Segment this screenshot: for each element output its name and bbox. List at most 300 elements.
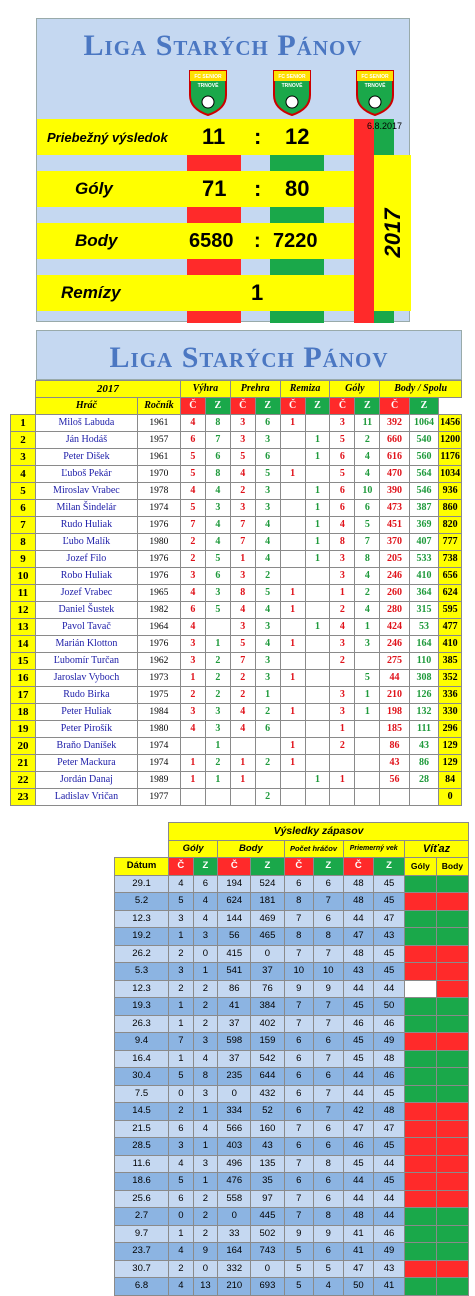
winner-goals-cell	[404, 1015, 436, 1033]
match-cell: 2	[193, 1015, 218, 1033]
table-row	[115, 945, 469, 963]
players-table	[10, 380, 462, 806]
stat-cell: 275	[380, 653, 409, 670]
stat-cell: 43	[409, 738, 438, 755]
row-sep: :	[254, 176, 262, 201]
table-row	[11, 432, 462, 449]
winner-goals-cell	[404, 1208, 436, 1226]
stat-cell: 1	[255, 687, 280, 704]
match-date: 11.6	[115, 1155, 169, 1173]
row-label: Góly	[75, 179, 113, 198]
match-cell: 7	[314, 998, 343, 1016]
player-name: Peter Huliak	[35, 704, 137, 721]
stat-cell: 407	[409, 534, 438, 551]
match-cell: 44	[374, 1208, 405, 1226]
match-cell: 9	[193, 1243, 218, 1261]
stat-cell: 2	[255, 704, 280, 721]
stat-cell: 364	[409, 585, 438, 602]
table-row	[115, 1015, 469, 1033]
total-points: 936	[439, 483, 462, 500]
row-index: 21	[11, 755, 36, 772]
match-cell: 624	[218, 893, 251, 911]
match-cell: 415	[218, 945, 251, 963]
birth-year: 1974	[137, 755, 180, 772]
stat-cell: 110	[409, 653, 438, 670]
stat-cell: 5	[230, 636, 255, 653]
stat-cell: 3	[205, 704, 230, 721]
col-year: Ročník	[137, 398, 180, 415]
row-index: 6	[11, 500, 36, 517]
total-points: 129	[439, 755, 462, 772]
year-label: 2017	[379, 208, 405, 258]
match-cell: 44	[343, 1085, 374, 1103]
stat-cell: 1	[305, 500, 330, 517]
stat-cell: 3	[255, 653, 280, 670]
match-date: 28.5	[115, 1138, 169, 1156]
match-date: 9.4	[115, 1033, 169, 1051]
match-cell: 432	[251, 1085, 284, 1103]
stat-cell: 2	[205, 653, 230, 670]
stat-cell: 560	[409, 449, 438, 466]
row-left-value: 11	[202, 124, 226, 149]
stat-cell	[280, 653, 305, 670]
table-row	[11, 619, 462, 636]
match-cell: 47	[343, 1260, 374, 1278]
table-row	[11, 772, 462, 789]
match-cell: 598	[218, 1033, 251, 1051]
winner-points-cell	[436, 910, 468, 928]
stat-cell: 198	[380, 704, 409, 721]
stat-cell: 4	[255, 517, 280, 534]
stat-cell: 4	[230, 704, 255, 721]
match-cell: 41	[374, 1278, 405, 1296]
match-cell: 5	[169, 1173, 194, 1191]
table-row	[11, 755, 462, 772]
table-row	[115, 910, 469, 928]
stat-cell: 86	[409, 755, 438, 772]
stat-cell: 1	[280, 585, 305, 602]
birth-year: 1964	[137, 619, 180, 636]
match-date: 5.2	[115, 893, 169, 911]
match-cell: 4	[169, 1243, 194, 1261]
table-row	[11, 704, 462, 721]
match-cell: 6	[314, 1243, 343, 1261]
match-cell: 496	[218, 1155, 251, 1173]
winner-points-cell	[436, 928, 468, 946]
table-row	[115, 1225, 469, 1243]
match-cell: 6	[284, 1103, 313, 1121]
match-cell: 1	[193, 1103, 218, 1121]
match-cell: 6	[314, 1120, 343, 1138]
match-cell: 44	[374, 1155, 405, 1173]
stat-cell: 1	[180, 670, 205, 687]
stat-cell: 473	[380, 500, 409, 517]
stat-cell: 1	[355, 687, 380, 704]
winner-goals-cell	[404, 1190, 436, 1208]
match-cell: 502	[251, 1225, 284, 1243]
col-z: Z	[251, 858, 284, 876]
match-cell: 0	[251, 1260, 284, 1278]
match-cell: 235	[218, 1068, 251, 1086]
birth-year: 1980	[137, 721, 180, 738]
stat-cell: 2	[180, 687, 205, 704]
birth-year: 1965	[137, 585, 180, 602]
col-c: Č	[284, 858, 313, 876]
match-cell: 52	[251, 1103, 284, 1121]
birth-year: 1957	[137, 432, 180, 449]
stat-cell: 4	[255, 636, 280, 653]
stat-cell: 3	[255, 432, 280, 449]
player-name: Marián Klotton	[35, 636, 137, 653]
match-cell: 8	[314, 1208, 343, 1226]
birth-year: 1974	[137, 500, 180, 517]
stat-cell	[230, 789, 255, 806]
match-cell: 56	[218, 928, 251, 946]
birth-year: 1980	[137, 534, 180, 551]
match-cell: 6	[284, 1173, 313, 1191]
match-cell: 5	[169, 1068, 194, 1086]
stat-cell: 540	[409, 432, 438, 449]
col-date: Dátum	[115, 858, 169, 876]
match-cell: 5	[284, 1278, 313, 1296]
stat-cell	[280, 551, 305, 568]
match-cell: 6	[169, 1120, 194, 1138]
match-cell: 37	[218, 1015, 251, 1033]
row-index: 23	[11, 789, 36, 806]
stat-cell: 3	[230, 432, 255, 449]
birth-year: 1974	[137, 738, 180, 755]
stat-cell: 4	[355, 602, 380, 619]
stat-cell: 390	[380, 483, 409, 500]
stat-cell: 10	[355, 483, 380, 500]
stat-cell: 410	[409, 568, 438, 585]
stat-cell: 1	[230, 551, 255, 568]
player-name: Rudo Birka	[35, 687, 137, 704]
match-cell: 6	[284, 1138, 313, 1156]
match-cell: 332	[218, 1260, 251, 1278]
match-date: 19.3	[115, 998, 169, 1016]
stat-cell: 5	[205, 602, 230, 619]
match-cell: 45	[374, 1138, 405, 1156]
match-cell: 44	[343, 1173, 374, 1191]
player-name: Ladislav Vričan	[35, 789, 137, 806]
winner-goals-cell	[404, 1120, 436, 1138]
stat-cell: 246	[380, 568, 409, 585]
col-c: Č	[330, 398, 355, 415]
match-cell: 7	[284, 1120, 313, 1138]
row-index: 22	[11, 772, 36, 789]
stat-cell	[280, 772, 305, 789]
summary-row-goals	[37, 171, 354, 207]
total-points: 1176	[439, 449, 462, 466]
birth-year: 1977	[137, 789, 180, 806]
match-cell: 3	[193, 928, 218, 946]
stat-cell: 1	[205, 636, 230, 653]
stat-cell: 6	[355, 500, 380, 517]
match-cell: 5	[284, 1243, 313, 1261]
table-row	[115, 1173, 469, 1191]
table-row	[115, 875, 469, 893]
stat-cell: 4	[255, 602, 280, 619]
row-label: Body	[75, 231, 118, 250]
total-points: 296	[439, 721, 462, 738]
match-cell: 6	[314, 1033, 343, 1051]
winner-points-cell	[436, 1068, 468, 1086]
match-cell: 45	[343, 998, 374, 1016]
stat-cell	[305, 704, 330, 721]
stat-cell: 3	[255, 670, 280, 687]
match-cell: 9	[284, 980, 313, 998]
stat-cell: 1	[280, 704, 305, 721]
club-logo-3	[354, 69, 396, 117]
stat-cell: 1	[355, 704, 380, 721]
winner-goals-cell	[404, 1260, 436, 1278]
stat-cell: 4	[255, 551, 280, 568]
row-index: 11	[11, 585, 36, 602]
row-label: Priebežný výsledok	[47, 129, 168, 145]
row-index: 9	[11, 551, 36, 568]
match-cell: 45	[343, 1033, 374, 1051]
stat-cell: 2	[255, 789, 280, 806]
match-cell: 2	[169, 1103, 194, 1121]
stat-cell	[409, 789, 438, 806]
match-cell: 0	[169, 1085, 194, 1103]
table-row	[11, 568, 462, 585]
table-row	[115, 1050, 469, 1068]
table-row	[11, 738, 462, 755]
match-cell: 7	[314, 1015, 343, 1033]
match-cell: 45	[374, 893, 405, 911]
shield-icon	[187, 69, 229, 117]
row-index: 5	[11, 483, 36, 500]
match-cell: 6	[314, 1138, 343, 1156]
match-cell: 144	[218, 910, 251, 928]
stat-cell: 3	[255, 483, 280, 500]
match-cell: 1	[169, 1225, 194, 1243]
table-row	[11, 636, 462, 653]
stat-cell: 43	[380, 755, 409, 772]
stat-cell	[355, 721, 380, 738]
winner-goals-cell	[404, 875, 436, 893]
match-date: 18.6	[115, 1173, 169, 1191]
col-c: Č	[280, 398, 305, 415]
match-cell: 0	[193, 945, 218, 963]
total-points: 1456	[439, 415, 462, 432]
stat-cell	[280, 432, 305, 449]
summary-title: Liga Starých Pánov	[83, 29, 363, 62]
match-cell: 6	[193, 875, 218, 893]
match-cell: 45	[374, 963, 405, 981]
stat-cell: 44	[380, 670, 409, 687]
stat-cell: 5	[355, 517, 380, 534]
group-header: Remiza	[280, 381, 330, 398]
match-cell: 97	[251, 1190, 284, 1208]
birth-year: 1984	[137, 704, 180, 721]
match-cell: 8	[284, 893, 313, 911]
match-date: 16.4	[115, 1050, 169, 1068]
summary-panel	[36, 18, 410, 322]
col-c: Č	[180, 398, 205, 415]
summary-row-draws	[37, 275, 354, 311]
match-date: 14.5	[115, 1103, 169, 1121]
match-date: 12.3	[115, 980, 169, 998]
stat-cell	[280, 517, 305, 534]
stat-cell: 5	[180, 500, 205, 517]
stat-cell: 3	[330, 687, 355, 704]
stat-cell: 1064	[409, 415, 438, 432]
group-header: Body / Spolu	[380, 381, 462, 398]
stat-cell: 1	[280, 636, 305, 653]
stat-cell: 1	[280, 738, 305, 755]
match-cell: 0	[251, 945, 284, 963]
stat-cell: 7	[230, 534, 255, 551]
player-name: Pavol Tavač	[35, 619, 137, 636]
stat-cell: 4	[330, 517, 355, 534]
stat-cell	[305, 568, 330, 585]
match-cell: 43	[374, 1260, 405, 1278]
match-cell: 476	[218, 1173, 251, 1191]
table-row	[115, 1068, 469, 1086]
match-cell: 3	[193, 1085, 218, 1103]
stat-cell: 5	[330, 432, 355, 449]
stat-cell	[305, 415, 330, 432]
birth-year: 1976	[137, 551, 180, 568]
table-row	[115, 1155, 469, 1173]
total-points: 860	[439, 500, 462, 517]
player-name: Jaroslav Vyboch	[35, 670, 137, 687]
summary-row-points	[37, 223, 354, 259]
winner-goals-cell	[404, 1225, 436, 1243]
match-cell: 48	[343, 945, 374, 963]
match-cell: 1	[169, 998, 194, 1016]
match-cell: 743	[251, 1243, 284, 1261]
club-logo-2	[271, 69, 313, 117]
row-index: 3	[11, 449, 36, 466]
player-name: Jozef Filo	[35, 551, 137, 568]
stat-cell: 4	[205, 517, 230, 534]
winner-points-cell	[436, 1138, 468, 1156]
stat-cell: 4	[355, 568, 380, 585]
stat-cell	[205, 619, 230, 636]
svg-text:TRNOVÉ: TRNOVÉ	[364, 83, 386, 89]
player-name: Miroslav Vrabec	[35, 483, 137, 500]
stat-cell: 3	[230, 568, 255, 585]
match-cell: 48	[343, 893, 374, 911]
stat-cell	[230, 738, 255, 755]
birth-year: 1973	[137, 670, 180, 687]
stat-cell: 315	[409, 602, 438, 619]
stat-cell: 3	[205, 585, 230, 602]
stat-cell: 6	[330, 449, 355, 466]
total-points: 330	[439, 704, 462, 721]
winner-points-cell	[436, 1260, 468, 1278]
group-header: Počet hráčov	[284, 840, 343, 858]
match-cell: 8	[193, 1068, 218, 1086]
stat-cell: 2	[330, 653, 355, 670]
stat-cell: 370	[380, 534, 409, 551]
stat-cell: 5	[330, 466, 355, 483]
stat-cell: 4	[180, 483, 205, 500]
winner-goals-cell	[404, 1243, 436, 1261]
stat-cell	[280, 721, 305, 738]
match-cell: 48	[343, 875, 374, 893]
match-cell: 6	[314, 910, 343, 928]
table-row	[11, 585, 462, 602]
row-left-value: 6580	[189, 229, 234, 252]
table-row	[11, 721, 462, 738]
stat-cell: 1	[330, 772, 355, 789]
stat-cell: 1	[205, 772, 230, 789]
stat-cell	[280, 449, 305, 466]
match-cell: 47	[374, 1120, 405, 1138]
table-row	[11, 789, 462, 806]
match-cell: 50	[374, 998, 405, 1016]
row-label: Remízy	[61, 283, 121, 302]
stat-cell	[305, 636, 330, 653]
stat-cell: 7	[355, 534, 380, 551]
match-cell: 3	[193, 1033, 218, 1051]
winner-goals-cell	[404, 910, 436, 928]
match-cell: 6	[169, 1190, 194, 1208]
match-cell: 402	[251, 1015, 284, 1033]
winner-goals-cell	[404, 928, 436, 946]
row-index: 8	[11, 534, 36, 551]
birth-year: 1989	[137, 772, 180, 789]
col-c: Č	[218, 858, 251, 876]
col-c: Č	[343, 858, 374, 876]
red-stripe-right	[354, 119, 374, 323]
match-cell: 46	[374, 1225, 405, 1243]
stat-cell: 3	[230, 500, 255, 517]
stat-cell	[280, 619, 305, 636]
stat-cell: 1	[180, 755, 205, 772]
stat-cell: 1	[305, 551, 330, 568]
match-cell: 6	[284, 1085, 313, 1103]
col-player: Hráč	[35, 398, 137, 415]
row-index: 17	[11, 687, 36, 704]
col-z: Z	[314, 858, 343, 876]
match-cell: 7	[314, 945, 343, 963]
col-win-points: Body	[436, 858, 468, 876]
stat-cell: 308	[409, 670, 438, 687]
winner-points-cell	[436, 1103, 468, 1121]
match-cell: 135	[251, 1155, 284, 1173]
player-name: Peter Pirošík	[35, 721, 137, 738]
match-cell: 3	[169, 1138, 194, 1156]
stat-cell: 185	[380, 721, 409, 738]
stat-cell: 8	[205, 466, 230, 483]
stat-cell: 1	[280, 415, 305, 432]
match-cell: 2	[193, 1190, 218, 1208]
stat-cell: 5	[180, 466, 205, 483]
match-cell: 7	[284, 1208, 313, 1226]
stat-cell: 205	[380, 551, 409, 568]
stat-cell	[355, 755, 380, 772]
player-name: Peter Mackura	[35, 755, 137, 772]
match-cell: 469	[251, 910, 284, 928]
group-header: Góly	[169, 840, 218, 858]
match-date: 21.5	[115, 1120, 169, 1138]
match-cell: 4	[169, 875, 194, 893]
stat-cell	[305, 670, 330, 687]
winner-goals-cell	[404, 1068, 436, 1086]
match-cell: 86	[218, 980, 251, 998]
table-row	[11, 551, 462, 568]
stat-cell: 3	[330, 551, 355, 568]
table-row	[115, 1120, 469, 1138]
stat-cell: 1	[230, 772, 255, 789]
match-date: 23.7	[115, 1243, 169, 1261]
